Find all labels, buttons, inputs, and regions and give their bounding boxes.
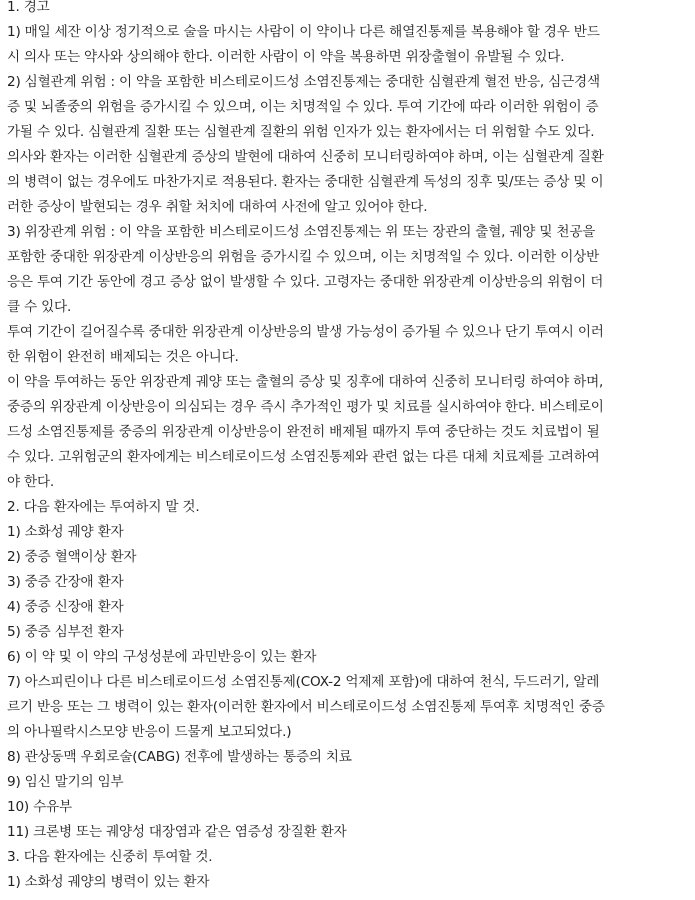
text-line: 러한 증상이 발현되는 경우 취할 처치에 대하여 사전에 알고 있어야 한다. xyxy=(7,199,428,215)
list-item: 1) 소화성 궤양 환자 xyxy=(7,524,124,540)
list-item: 8) 관상동맥 우회로술(CABG) 전후에 발생하는 통증의 치료 xyxy=(7,749,352,765)
text-line: 이 약을 투여하는 동안 위장관계 궤양 또는 출혈의 증상 및 징후에 대하여 신중히 모니터링 하여야 하며, xyxy=(7,374,604,390)
text-line: 가될 수 있다. 심혈관계 질환 또는 심혈관계 질환의 위험 인자가 있는 환자에서는 더 위험할 수도 있다. xyxy=(7,124,595,140)
section-heading: 2. 다음 환자에는 투여하지 말 것. xyxy=(7,499,200,515)
list-item: 르기 반응 또는 그 병력이 있는 환자(이러한 환자에서 비스테로이드성 소염진통제 투여후 치명적인 중증 xyxy=(7,699,605,715)
section-heading: 1. 경고 xyxy=(7,0,50,15)
text-line: 포함한 중대한 위장관계 이상반응의 위험을 증가시킬 수 있으며, 이는 치명적일 수 있다. 이러한 이상반 xyxy=(7,249,600,265)
list-item: 9) 임신 말기의 임부 xyxy=(7,774,124,790)
text-line: 2) 심혈관계 위험 : 이 약을 포함한 비스테로이드성 소염진통제는 중대한 심혈관계 혈전 반응, 심근경색 xyxy=(7,74,600,90)
list-item: 7) 아스피린이나 다른 비스테로이드성 소염진통제(COX-2 억제제 포함)에 대하여 천식, 두드러기, 알레 xyxy=(7,674,600,690)
text-line: 클 수 있다. xyxy=(7,299,72,315)
text-line: 한 위험이 완전히 배제되는 것은 아니다. xyxy=(7,349,239,365)
text-line: 의 병력이 없는 경우에도 마찬가지로 적용된다. 환자는 중대한 심혈관계 독성의 징후 및/또는 증상 및 이 xyxy=(7,174,604,190)
list-item: 의 아나필락시스모양 반응이 드물게 보고되었다.) xyxy=(7,724,292,740)
text-line: 증 및 뇌졸중의 위험을 증가시킬 수 있으며, 이는 치명적일 수 있다. 투여 기간에 따라 이러한 위험이 증 xyxy=(7,99,599,115)
text-line: 1) 매일 세잔 이상 정기적으로 술을 마시는 사람이 이 약이나 다른 해열진통제를 복용해야 할 경우 반드 xyxy=(7,24,600,40)
list-item: 1) 소화성 궤양의 병력이 있는 환자 xyxy=(7,874,210,890)
text-line: 드성 소염진통제를 중증의 위장관계 이상반응이 완전히 배제될 때까지 투여 중단하는 것도 치료법이 될 xyxy=(7,424,600,440)
text-line: 3) 위장관계 위험 : 이 약을 포함한 비스테로이드성 소염진통제는 위 또는 장관의 출혈, 궤양 및 천공을 xyxy=(7,224,596,240)
list-item: 3) 중증 간장애 환자 xyxy=(7,574,124,590)
text-line: 중증의 위장관계 이상반응이 의심되는 경우 즉시 추가적인 평가 및 치료를 실시하여야 한다. 비스테로이 xyxy=(7,399,604,415)
list-item: 11) 크론병 또는 궤양성 대장염과 같은 염증성 장질환 환자 xyxy=(7,824,347,840)
list-item: 2) 중증 혈액이상 환자 xyxy=(7,549,137,565)
section-heading: 3. 다음 환자에는 신중히 투여할 것. xyxy=(7,849,213,865)
list-item: 10) 수유부 xyxy=(7,799,72,815)
text-line: 수 있다. 고위험군의 환자에게는 비스테로이드성 소염진통제와 관련 없는 다른 대체 치료제를 고려하여 xyxy=(7,449,600,465)
text-line: 투여 기간이 길어질수록 중대한 위장관계 이상반응의 발생 가능성이 증가될 수 있으나 단기 투여시 이러 xyxy=(7,324,604,340)
text-line: 응은 투여 기간 동안에 경고 증상 없이 발생할 수 있다. 고령자는 중대한 위장관계 이상반응의 위험이 더 xyxy=(7,274,604,290)
list-item: 5) 중증 심부전 환자 xyxy=(7,624,124,640)
text-line: 시 의사 또는 약사와 상의해야 한다. 이러한 사람이 이 약을 복용하면 위장출혈이 유발될 수 있다. xyxy=(7,49,565,65)
text-line: 의사와 환자는 이러한 심혈관계 증상의 발현에 대하여 신중히 모니터링하여야 하며, 이는 심혈관계 질환 xyxy=(7,149,604,165)
list-item: 6) 이 약 및 이 약의 구성성분에 과민반응이 있는 환자 xyxy=(7,649,317,665)
text-line: 야 한다. xyxy=(7,474,55,490)
list-item: 4) 중증 신장애 환자 xyxy=(7,599,124,615)
